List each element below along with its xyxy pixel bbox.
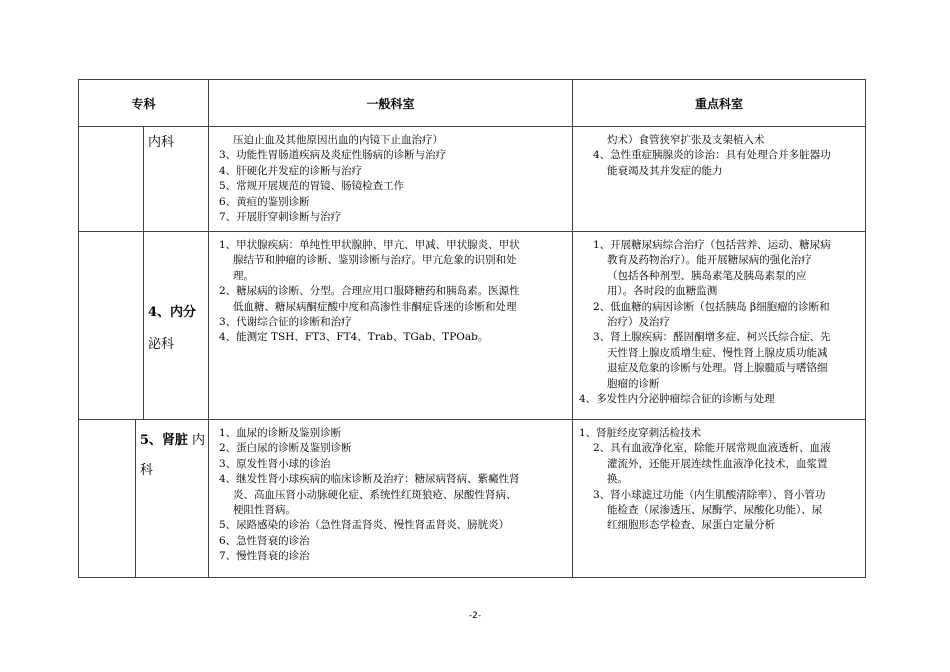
list-item: 3、代谢综合征的诊断和治疗 (219, 316, 352, 329)
list-item: 用）。各时段的血糖监测 (607, 285, 718, 298)
list-item: 能衰竭及其并发症的能力 (607, 164, 723, 177)
list-item: （包括各种剂型、胰岛素笔及胰岛素泵的应 (607, 269, 807, 282)
list-item: 4、肝硬化并发症的诊断与治疗 (219, 164, 363, 177)
list-item: 灼术）食管狭窄扩张及支架植入术 (607, 134, 765, 146)
specialty-table (78, 79, 866, 578)
list-item: 梗阻性肾病。 (233, 504, 296, 517)
list-item: 1、开展糖尿病综合治疗（包括营养、运动、糖尿病 (593, 239, 831, 251)
dept-label: 4、内分 (148, 304, 197, 320)
general-dept-cell (209, 127, 573, 232)
list-item: 5、尿路感染的诊治（急性肾盂肾炎、慢性肾盂肾炎、膀胱炎） (219, 519, 510, 532)
list-item: 7、慢性肾衰的诊治 (219, 550, 310, 563)
list-item: 1、甲状腺疾病：单纯性甲状腺肿、甲亢、甲减、甲状腺炎、甲状 (219, 239, 520, 251)
dept-label: 内科 (139, 433, 206, 478)
list-item: 3、原发性肾小球的诊治 (219, 457, 331, 470)
list-item: 4、多发性内分泌肿瘤综合征的诊断与处理 (579, 393, 775, 406)
page-number: -2- (468, 611, 482, 621)
list-item: 天性肾上腺皮质增生症、慢性肾上腺皮质功能减 (607, 346, 828, 359)
list-item: 压迫止血及其他原因出血的内镜下止血治疗） (233, 134, 443, 146)
list-item: 红细胞形态学检查、尿蛋白定量分析 (607, 519, 775, 532)
table-header-row (79, 80, 866, 127)
list-item: 1、血尿的诊断及鉴别诊断 (219, 427, 342, 439)
list-item: 2、蛋白尿的诊断及鉴别诊断 (219, 442, 352, 455)
list-item: 4、继发性肾小球疾病的临床诊断及治疗：糖尿病肾病、紫癜性肾 (219, 473, 520, 486)
dept-name (136, 420, 208, 577)
list-item: 6、急性肾衰的诊治 (219, 534, 310, 547)
table-row (79, 127, 866, 232)
list-item: 3、肾上腺疾病：醛固酮增多症、柯兴氏综合症、先 (593, 331, 831, 344)
table-row (79, 232, 866, 420)
list-item: 教育及药物治疗）。能开展糖尿病的强化治疗 (607, 254, 812, 267)
specialty-cell (79, 127, 209, 232)
list-item: 理。 (233, 269, 254, 282)
dept-label: 泌科 (148, 336, 175, 352)
list-item: 3、功能性胃肠道疾病及炎症性肠病的诊断与治疗 (219, 149, 447, 162)
dept-label: 5、肾脏 (139, 433, 188, 448)
list-item: 3、肾小球滤过功能（内生肌酸清除率）、肾小管功 (593, 488, 826, 501)
list-item: 2、具有血液净化室，除能开展常规血液透析、血液 (593, 442, 831, 455)
list-item: 4、能测定 TSH、FT3、FT4、Trab、TGab、TPOab。 (219, 331, 489, 344)
list-item: 炎、高血压肾小动脉硬化症、系统性红斑狼疮、尿酸性肾病、 (233, 488, 517, 501)
specialty-cell (79, 232, 209, 420)
list-item: 腺结节和肿瘤的诊断、鉴别诊断与治疗。甲亢危象的识别和处 (233, 254, 517, 267)
dept-name (144, 232, 196, 419)
list-item: 灌流外，还能开展连续性血液净化技术，血浆置 (607, 457, 828, 470)
list-item: 能检查（尿渗透压、尿酶学、尿酸化功能）、尿 (607, 504, 823, 517)
key-dept-cell (573, 127, 866, 232)
general-dept-cell (209, 232, 573, 420)
list-item: 1、肾脏经皮穿刺活检技术 (579, 427, 702, 439)
header-key-dept: 重点科室 (573, 80, 866, 127)
list-item: 退症及危象的诊断与处理。肾上腺髓质与嗜铬细 (607, 362, 828, 375)
general-dept-cell (209, 420, 573, 578)
list-item: 治疗）及治疗 (607, 316, 670, 329)
header-specialty: 专科 (79, 80, 209, 127)
dept-name (144, 127, 174, 231)
list-item: 低血糖、糖尿病酮症酸中度和高渗性非酮症昏迷的诊断和处理 (233, 300, 517, 313)
list-item: 5、常规开展规范的胃镜、肠镜检查工作 (219, 180, 405, 193)
list-item: 4、急性重症胰腺炎的诊治：具有处理合并多脏器功 (593, 149, 831, 162)
list-item: 胞瘤的诊断 (607, 377, 660, 390)
list-item: 6、黄疸的鉴别诊断 (219, 195, 310, 208)
header-general-dept: 一般科室 (209, 80, 573, 127)
specialty-cell (79, 420, 209, 578)
table-row (79, 420, 866, 578)
key-dept-cell (573, 232, 866, 420)
list-item: 换。 (607, 473, 628, 486)
key-dept-cell (573, 420, 866, 578)
dept-label: 内科 (148, 135, 175, 150)
list-item: 2、糖尿病的诊断、分型。合理应用口服降糖药和胰岛素。医源性 (219, 285, 520, 298)
list-item: 7、开展肝穿刺诊断与治疗 (219, 211, 342, 224)
list-item: 2、低血糖的病因诊断（包括胰岛 β细胞瘤的诊断和 (593, 300, 830, 313)
